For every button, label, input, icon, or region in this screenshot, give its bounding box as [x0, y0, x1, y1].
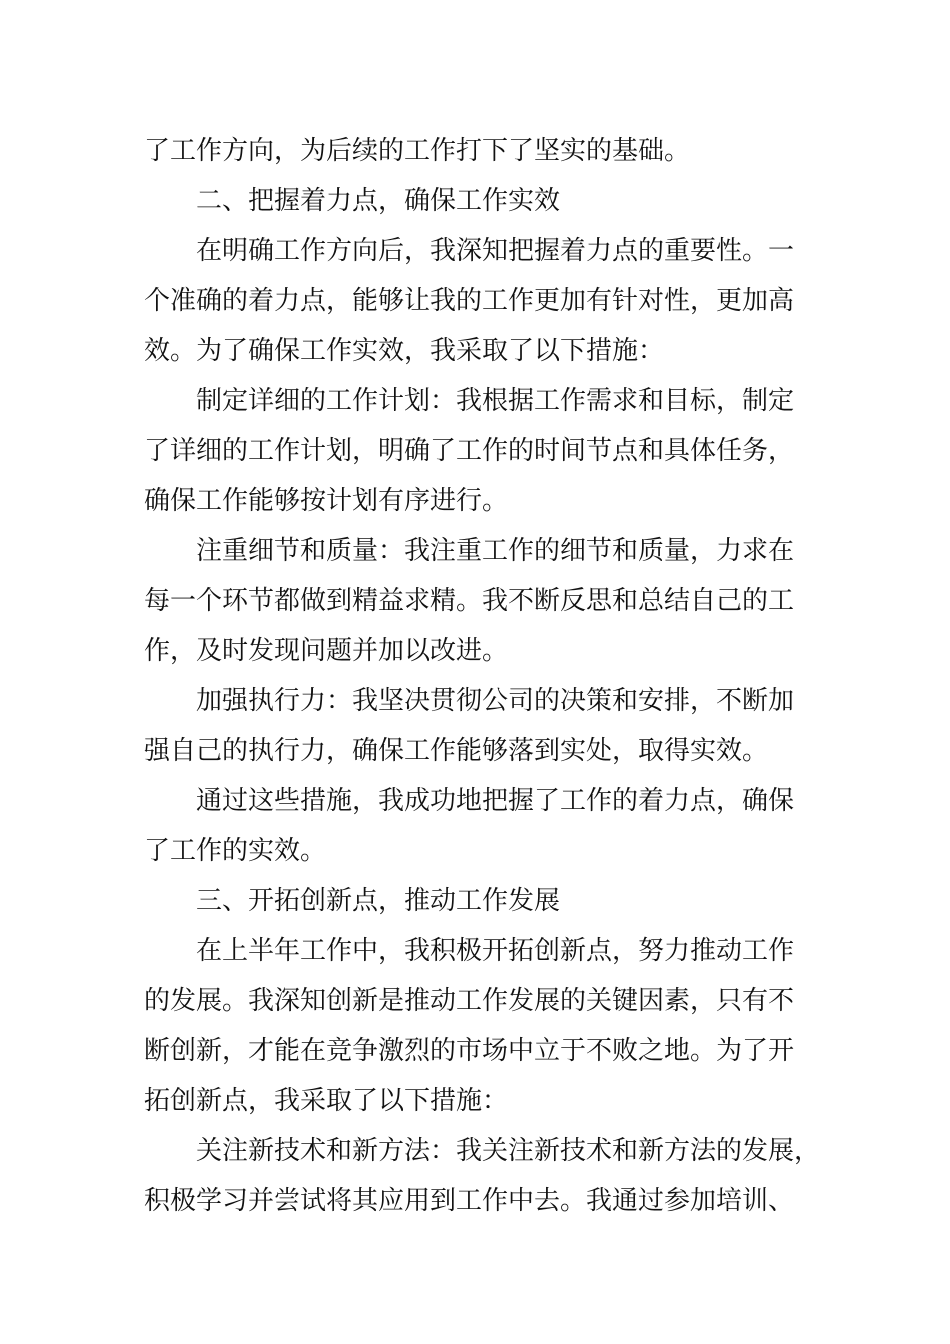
paragraph-line: 了详细的工作计划，明确了工作的时间节点和具体任务，: [144, 436, 795, 466]
paragraph-line: 作，及时发现问题并加以改进。: [144, 636, 509, 666]
section-heading: 三、开拓创新点，推动工作发展: [196, 886, 561, 916]
paragraph-line: 关注新技术和新方法：我关注新技术和新方法的发展，: [196, 1136, 821, 1166]
paragraph-line: 每一个环节都做到精益求精。我不断反思和总结自己的工: [144, 586, 795, 616]
paragraph-line: 的发展。我深知创新是推动工作发展的关键因素，只有不: [144, 986, 795, 1016]
paragraph-line: 拓创新点，我采取了以下措施：: [144, 1086, 509, 1116]
paragraph-line: 加强执行力：我坚决贯彻公司的决策和安排，不断加: [196, 686, 795, 716]
paragraph-line: 个准确的着力点，能够让我的工作更加有针对性，更加高: [144, 286, 795, 316]
document-body: [144, 126, 821, 1226]
paragraph-line: 断创新，才能在竞争激烈的市场中立于不败之地。为了开: [144, 1036, 795, 1066]
paragraph-line: 在明确工作方向后，我深知把握着力点的重要性。一: [196, 236, 795, 266]
paragraph-line: 通过这些措施，我成功地把握了工作的着力点，确保: [196, 786, 795, 816]
paragraph-line: 在上半年工作中，我积极开拓创新点，努力推动工作: [196, 936, 795, 966]
paragraph-line: 了工作的实效。: [144, 836, 327, 866]
paragraph-line: 制定详细的工作计划：我根据工作需求和目标，制定: [196, 386, 795, 416]
paragraph-line: 效。为了确保工作实效，我采取了以下措施：: [144, 336, 665, 366]
section-heading: 二、把握着力点，确保工作实效: [196, 186, 561, 216]
paragraph-line: 确保工作能够按计划有序进行。: [144, 486, 509, 516]
paragraph-line: 了工作方向，为后续的工作打下了坚实的基础。: [144, 136, 691, 166]
paragraph-line: 强自己的执行力，确保工作能够落到实处，取得实效。: [144, 736, 769, 766]
paragraph-line: 积极学习并尝试将其应用到工作中去。我通过参加培训、: [144, 1186, 795, 1216]
paragraph-line: 注重细节和质量：我注重工作的细节和质量，力求在: [196, 536, 795, 566]
